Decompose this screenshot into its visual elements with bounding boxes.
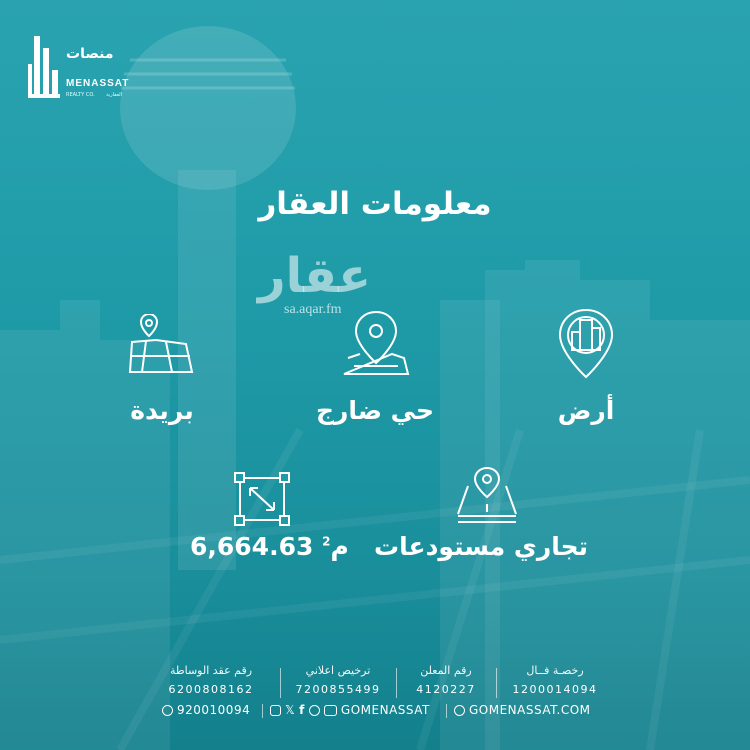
logo-arabic-text: منصات [66, 46, 114, 62]
youtube-icon[interactable] [324, 705, 337, 716]
license-advertiser [406, 664, 486, 696]
divider [262, 704, 263, 718]
license-advertiser-label: رقم المعلن [420, 664, 472, 677]
area-unit-superscript: 2 [322, 534, 331, 549]
divider [396, 668, 397, 698]
globe-icon [454, 705, 465, 716]
license-brokerage-value: 6200808162 [168, 683, 254, 696]
location-map-icon [340, 308, 412, 378]
divider [280, 668, 281, 698]
divider [446, 704, 447, 718]
feature-city: بريدة [130, 396, 194, 425]
x-icon[interactable]: 𝕏 [285, 703, 296, 717]
logo-english-text: MENASSAT [66, 78, 130, 89]
license-ad-permit-label: ترخيص اعلاني [305, 664, 371, 677]
license-ad-permit [290, 664, 386, 696]
license-brokerage-label: رقم عقد الوساطة [169, 664, 253, 677]
footer-phone[interactable] [162, 703, 250, 717]
license-advertiser-value: 4120227 [416, 683, 476, 696]
license-fal-label: رخصـة فــال [526, 664, 584, 677]
logo-subtitle [66, 92, 122, 98]
divider [496, 668, 497, 698]
area-measure-icon [232, 470, 292, 528]
watermark-text: عقار [258, 248, 371, 304]
watermark-url: sa.aqar.fm [284, 302, 342, 317]
logo-sub-right: العقارية [106, 92, 122, 98]
map-pin-grid-icon [126, 314, 196, 376]
page-title: معلومات العقار [258, 186, 492, 222]
feature-type: أرض [557, 396, 615, 425]
footer-website[interactable] [454, 703, 591, 717]
footer-handle: GOMENASSAT [340, 703, 430, 717]
building-pin-icon [556, 308, 616, 380]
footer-phone-number: 920010094 [177, 703, 251, 717]
license-fal [506, 664, 604, 696]
feature-area [190, 532, 349, 561]
instagram-icon[interactable] [270, 705, 281, 716]
road-pin-icon [454, 464, 520, 526]
footer-website-text: GOMENASSAT.COM [469, 703, 591, 717]
license-brokerage [152, 664, 270, 696]
license-ad-permit-value: 7200855499 [295, 683, 381, 696]
license-fal-value: 1200014094 [512, 683, 598, 696]
phone-icon [162, 705, 173, 716]
feature-usage: تجاري مستودعات [373, 532, 588, 561]
feature-district: حي ضارج [316, 396, 434, 425]
area-value: 6,664.63 م [190, 532, 349, 561]
facebook-icon[interactable]: f [299, 703, 305, 717]
snapchat-icon[interactable] [309, 705, 320, 716]
footer-social[interactable] [270, 703, 430, 717]
logo-sub-left: REALTY CO. [66, 92, 95, 98]
